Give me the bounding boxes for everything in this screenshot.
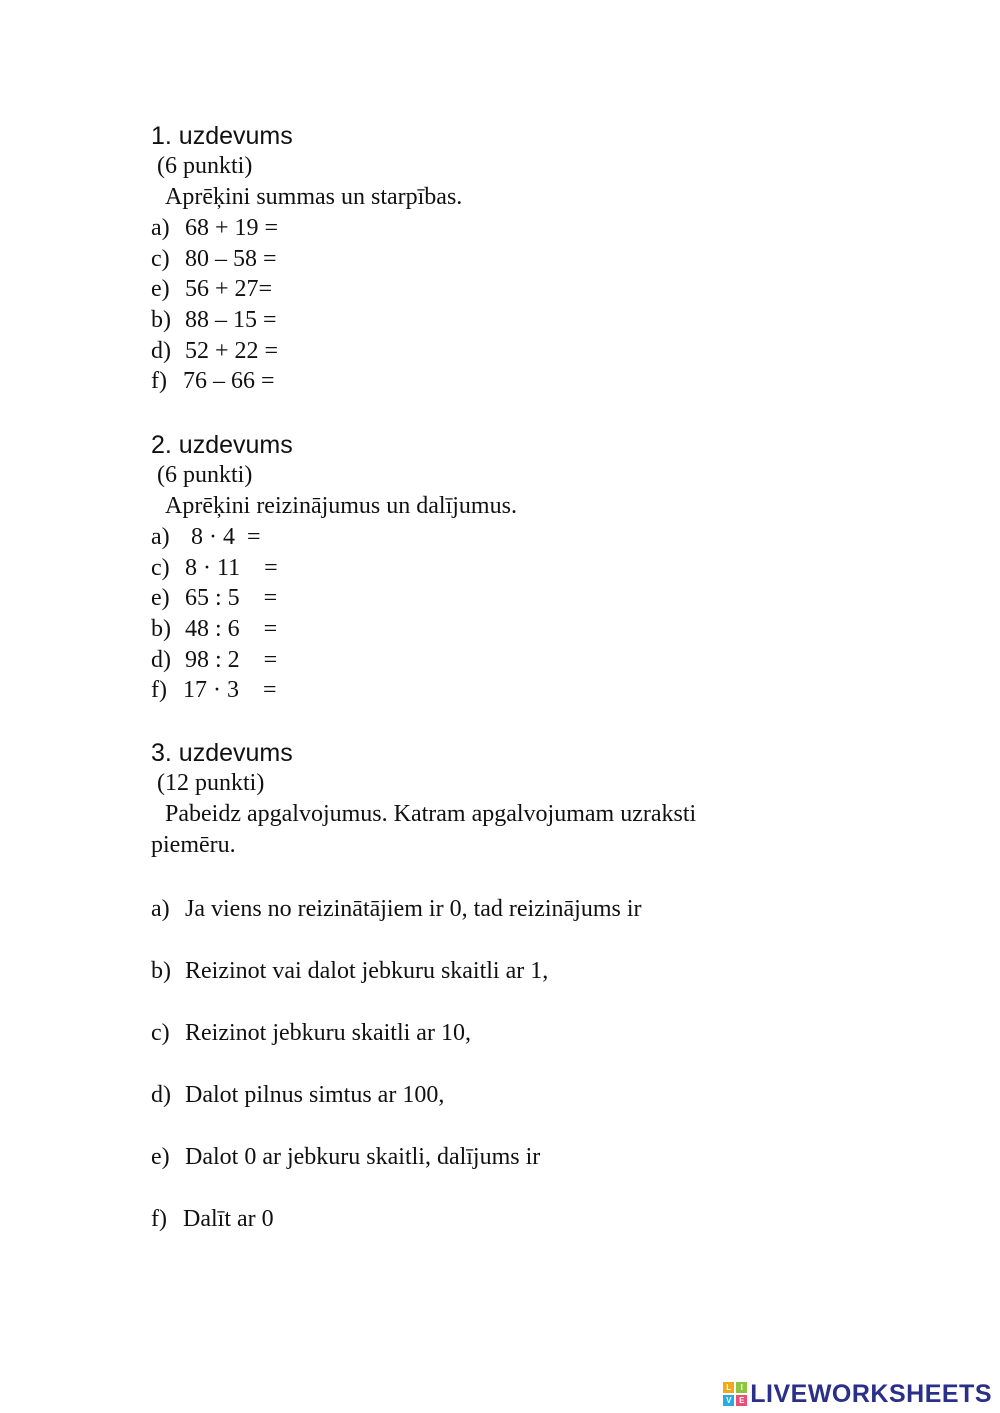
item-expression: 48 : 6 = <box>185 616 278 643</box>
task-instruction: Aprēķini reizinājumus un dalījumus. <box>165 493 517 519</box>
statement-item <box>151 894 851 956</box>
item-letter: a) <box>151 896 170 922</box>
exercise-item <box>151 213 851 244</box>
brand-name: LIVEWORKSHEETS <box>750 1380 992 1408</box>
item-letter: b) <box>151 958 171 984</box>
task-title: 2. uzdevums <box>151 431 293 459</box>
exercise-item <box>151 614 851 645</box>
item-letter: c) <box>151 554 170 581</box>
logo-letter-e: E <box>736 1395 747 1406</box>
item-letter: c) <box>151 1020 170 1046</box>
liveworksheets-logo <box>723 1381 992 1407</box>
item-letter: d) <box>151 1082 171 1108</box>
item-expression: 8 · 4 = <box>185 524 261 550</box>
exercise-item <box>151 645 851 676</box>
task-instruction: Aprēķini summas un starpības. <box>165 184 463 210</box>
exercise-item <box>151 583 851 614</box>
item-letter: d) <box>151 337 171 364</box>
item-letter: d) <box>151 646 171 673</box>
logo-letter-v: V <box>723 1395 734 1406</box>
item-expression: 68 + 19 = <box>185 215 279 241</box>
item-letter: f) <box>151 677 167 704</box>
logo-mark-icon <box>723 1382 747 1406</box>
statement-text: Reizinot vai dalot jebkuru skaitli ar 1, <box>185 958 549 984</box>
exercise-item <box>151 305 851 336</box>
task-instruction: Pabeidz apgalvojumus. Katram apgalvojumam uzraksti <box>165 801 697 827</box>
item-expression: 80 – 58 = <box>185 245 277 272</box>
item-letter: c) <box>151 245 170 272</box>
item-letter: b) <box>151 307 171 334</box>
item-expression: 76 – 66 = <box>183 368 275 395</box>
task-points: (12 punkti) <box>157 770 265 796</box>
exercise-item <box>151 366 851 397</box>
statement-item <box>151 1018 851 1080</box>
task-3 <box>151 738 851 1266</box>
exercise-item <box>151 336 851 367</box>
task-points: (6 punkti) <box>157 153 253 179</box>
item-expression: 98 : 2 = <box>185 646 278 673</box>
task-2 <box>151 430 851 706</box>
item-expression: 52 + 22 = <box>185 337 279 364</box>
statement-text: Dalīt ar 0 <box>183 1206 274 1232</box>
exercise-item <box>151 675 851 706</box>
item-expression: 88 – 15 = <box>185 307 277 334</box>
logo-letter-l: L <box>723 1382 734 1393</box>
statement-text: Dalot 0 ar jebkuru skaitli, dalījums ir <box>185 1144 541 1170</box>
task-title: 1. uzdevums <box>151 122 293 150</box>
task-instruction-continued: piemēru. <box>151 832 236 858</box>
statement-text: Ja viens no reizinātājiem ir 0, tad reizinājums ir <box>185 896 642 922</box>
item-letter: e) <box>151 276 170 303</box>
item-expression: 17 · 3 = <box>183 677 277 704</box>
statement-text: Reizinot jebkuru skaitli ar 10, <box>185 1020 471 1046</box>
statement-list <box>151 894 851 1266</box>
item-letter: e) <box>151 1144 170 1170</box>
statement-text: Dalot pilnus simtus ar 100, <box>185 1082 445 1108</box>
item-letter: e) <box>151 585 170 612</box>
exercise-item <box>151 553 851 584</box>
exercise-item <box>151 522 851 553</box>
item-letter: a) <box>151 524 170 550</box>
statement-item <box>151 1204 851 1266</box>
exercise-item <box>151 244 851 275</box>
item-expression: 65 : 5 = <box>185 585 278 612</box>
item-letter: b) <box>151 616 171 643</box>
statement-item <box>151 1080 851 1142</box>
logo-letter-i: I <box>736 1382 747 1393</box>
task-title: 3. uzdevums <box>151 739 293 767</box>
item-letter: f) <box>151 368 167 395</box>
task-1 <box>151 121 851 397</box>
item-letter: f) <box>151 1206 167 1232</box>
statement-item <box>151 956 851 1018</box>
task-points: (6 punkti) <box>157 462 253 488</box>
item-expression: 8 · 11 = <box>185 554 278 581</box>
exercise-item <box>151 274 851 305</box>
statement-item <box>151 1142 851 1204</box>
item-expression: 56 + 27= <box>185 276 273 303</box>
item-letter: a) <box>151 215 170 241</box>
